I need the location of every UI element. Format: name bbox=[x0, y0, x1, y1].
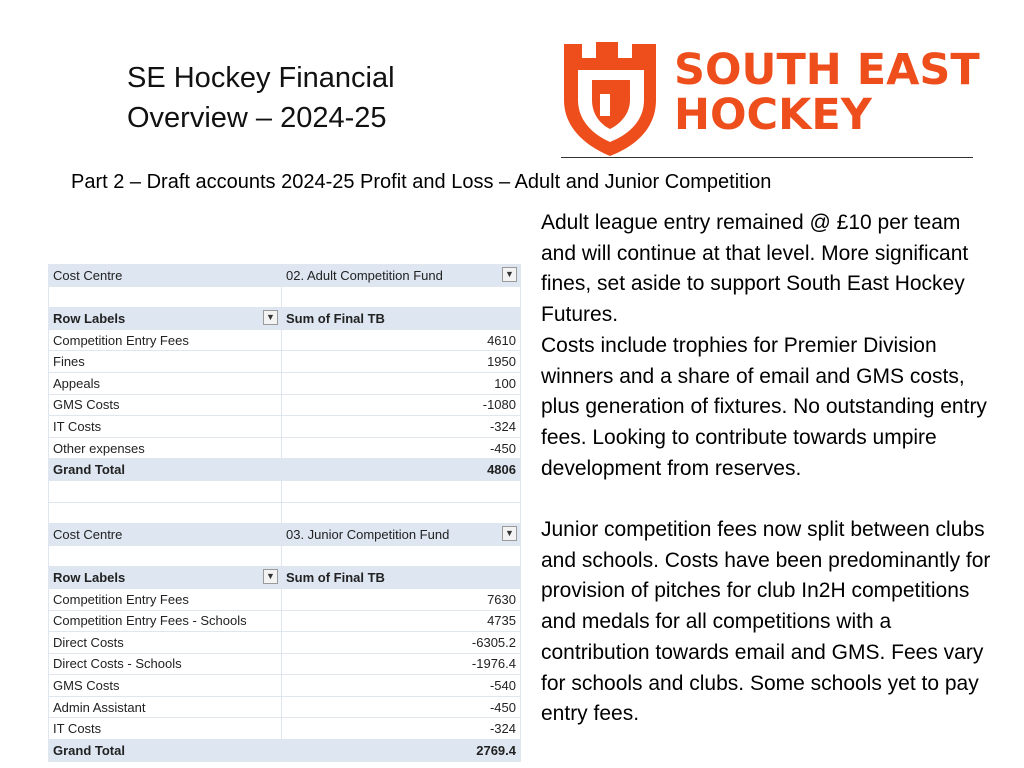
filter-icon[interactable]: ▼ bbox=[263, 310, 278, 325]
row-label: IT Costs bbox=[49, 416, 282, 438]
row-label: GMS Costs bbox=[49, 675, 282, 697]
row-label: IT Costs bbox=[49, 718, 282, 740]
adult-total-row bbox=[49, 459, 521, 481]
row-label: Direct Costs bbox=[49, 632, 282, 654]
junior-row-labels-cell[interactable] bbox=[49, 567, 282, 589]
junior-header-row bbox=[49, 567, 521, 589]
blank-cell bbox=[49, 286, 282, 308]
adult-filter-value: 02. Adult Competition Fund bbox=[286, 267, 443, 283]
row-label: Competition Entry Fees bbox=[49, 329, 282, 351]
logo-line-2: HOCKEY bbox=[674, 90, 872, 140]
logo-line-1: SOUTH EAST bbox=[674, 45, 980, 95]
table-row bbox=[49, 718, 521, 740]
row-value: -324 bbox=[282, 718, 521, 740]
adult-row-labels-cell[interactable] bbox=[49, 308, 282, 330]
row-label: GMS Costs bbox=[49, 394, 282, 416]
row-value: -450 bbox=[282, 437, 521, 459]
adult-value-header: Sum of Final TB bbox=[282, 308, 521, 330]
table-row bbox=[49, 675, 521, 697]
row-label: Appeals bbox=[49, 372, 282, 394]
adult-filter-cell[interactable] bbox=[282, 265, 521, 287]
slide-title bbox=[127, 58, 457, 138]
row-value: -450 bbox=[282, 696, 521, 718]
junior-commentary: Junior competition fees now split between clubs and schools. Costs have been predominantly for provision of pitches for club In2H competitions and medals for all competitions with a contribution towards email and GMS. Fees vary for schools and clubs. Some schools yet to pay entry fees. bbox=[541, 518, 991, 726]
junior-filter-cell[interactable] bbox=[282, 524, 521, 546]
blank-cell bbox=[282, 480, 521, 502]
junior-value-header: Sum of Final TB bbox=[282, 567, 521, 589]
slide-subtitle: Part 2 – Draft accounts 2024-25 Profit and Loss – Adult and Junior Competition bbox=[71, 171, 772, 193]
table-row bbox=[49, 696, 521, 718]
junior-row-labels: Row Labels bbox=[53, 570, 126, 586]
blank-cell bbox=[49, 545, 282, 567]
row-value: 4735 bbox=[282, 610, 521, 632]
row-value: 4610 bbox=[282, 329, 521, 351]
adult-row-labels: Row Labels bbox=[53, 310, 126, 326]
blank-cell bbox=[282, 502, 521, 524]
junior-filter-label: Cost Centre bbox=[49, 524, 282, 546]
row-value: 7630 bbox=[282, 588, 521, 610]
row-value: 100 bbox=[282, 372, 521, 394]
pivot-tables bbox=[48, 264, 521, 762]
title-line-2: Overview – 2024-25 bbox=[127, 102, 387, 134]
row-value: -540 bbox=[282, 675, 521, 697]
row-value: -1080 bbox=[282, 394, 521, 416]
table-row bbox=[49, 632, 521, 654]
table-row bbox=[49, 351, 521, 373]
row-value: -1976.4 bbox=[282, 653, 521, 675]
junior-filter-row bbox=[49, 524, 521, 546]
table-row bbox=[49, 588, 521, 610]
blank-cell bbox=[282, 286, 521, 308]
table-row bbox=[49, 394, 521, 416]
table-row bbox=[49, 437, 521, 459]
adult-filter-row bbox=[49, 265, 521, 287]
title-line-1: SE Hockey Financial bbox=[127, 62, 395, 94]
filter-icon[interactable]: ▼ bbox=[502, 267, 517, 282]
table-row bbox=[49, 610, 521, 632]
table-row bbox=[49, 416, 521, 438]
adult-commentary: Adult league entry remained @ £10 per team and will continue at that level. More significant fines, set aside to support South East Hockey Futures. bbox=[541, 211, 969, 327]
adult-costs-commentary: Costs include trophies for Premier Division winners and a share of email and GMS costs, plus generation of fixtures. No outstanding entry fees. Looking to contribute towards umpire development from reserves. bbox=[541, 333, 987, 480]
castle-shield-icon bbox=[558, 36, 668, 160]
blank-cell bbox=[49, 502, 282, 524]
total-label: Grand Total bbox=[49, 740, 282, 762]
row-label: Admin Assistant bbox=[49, 696, 282, 718]
filter-icon[interactable]: ▼ bbox=[502, 526, 517, 541]
row-value: -324 bbox=[282, 416, 521, 438]
south-east-hockey-logo bbox=[558, 36, 978, 160]
row-label: Competition Entry Fees - Schools bbox=[49, 610, 282, 632]
junior-total-row bbox=[49, 740, 521, 762]
paragraph-spacer bbox=[541, 484, 1001, 515]
table-row bbox=[49, 329, 521, 351]
total-value: 2769.4 bbox=[282, 740, 521, 762]
row-label: Competition Entry Fees bbox=[49, 588, 282, 610]
logo-wordmark bbox=[674, 45, 980, 140]
row-value: -6305.2 bbox=[282, 632, 521, 654]
logo-divider bbox=[561, 157, 973, 158]
row-value: 1950 bbox=[282, 351, 521, 373]
adult-filter-label: Cost Centre bbox=[49, 265, 282, 287]
adult-header-row bbox=[49, 308, 521, 330]
total-label: Grand Total bbox=[49, 459, 282, 481]
table-row bbox=[49, 653, 521, 675]
commentary-text bbox=[541, 208, 1001, 730]
filter-icon[interactable]: ▼ bbox=[263, 569, 278, 584]
total-value: 4806 bbox=[282, 459, 521, 481]
table-row bbox=[49, 372, 521, 394]
row-label: Fines bbox=[49, 351, 282, 373]
blank-cell bbox=[49, 480, 282, 502]
row-label: Other expenses bbox=[49, 437, 282, 459]
blank-cell bbox=[282, 545, 521, 567]
junior-filter-value: 03. Junior Competition Fund bbox=[286, 526, 450, 542]
row-label: Direct Costs - Schools bbox=[49, 653, 282, 675]
